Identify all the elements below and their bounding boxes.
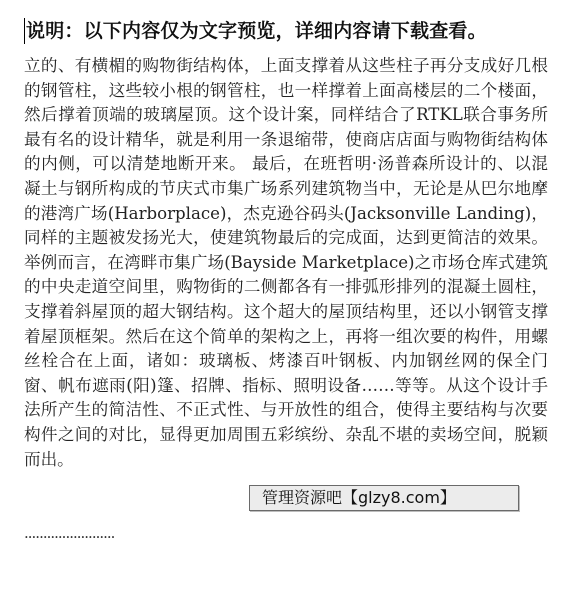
body-paragraph: 立的、有横楣的购物街结构体，上面支撑着从这些柱子再分支成好几根的钢管柱，这些较小根的钢管柱，也一样撑着上面高楼层的二个楼面，然后撑着顶端的玻璃屋顶。这个设计案，同样结合了RTKL联合事务所最有名的设计精华，就是利用一条退缩带，使商店店面与购物街结构体的内侧，可以清楚地断开来。 最后，在班哲明·汤普森所设计的、以混凝土与钢所构成的节庆式市集广场系列建筑物当中，无论是从巴尔地摩的港湾广场(Harborplace)，杰克逊谷码头(Jacksonville Landing)，同样的主题被发扬光大，使建筑物最后的完成面，达到更简洁的效果。举例而言，在湾畔市集广场(Bayside Marketplace)之市场仓库式建筑的中央走道空间里，购物街的二侧都各有一排弧形排列的混凝土圆柱，支撑着斜屋顶的超大钢结构。这个超大的屋顶结构里，还以小钢管支撑着屋顶框架。然后在这个简单的架构之上，再将一组次要的构件，用螺丝栓合在上面，诸如：玻璃板、烤漆百叶钢板、内加钢丝网的保全门窗、帆布遮雨(阳)篷、招牌、指标、照明设备……等等。从这个设计手法所产生的简洁性、不正式性、与开放性的组合，使得主要结构与次要构件之间的对比，显得更加周围五彩缤纷、杂乱不堪的卖场空间，脱颖而出。 — [24, 56, 548, 469]
site-watermark: 管理资源吧【glzy8.com】 — [249, 485, 519, 511]
preview-notice: 说明：以下内容仅为文字预览，详细内容请下载查看。 — [26, 20, 487, 42]
continuation-dots: ························ — [24, 528, 115, 546]
text-cursor — [24, 18, 25, 44]
document-body — [24, 54, 548, 472]
